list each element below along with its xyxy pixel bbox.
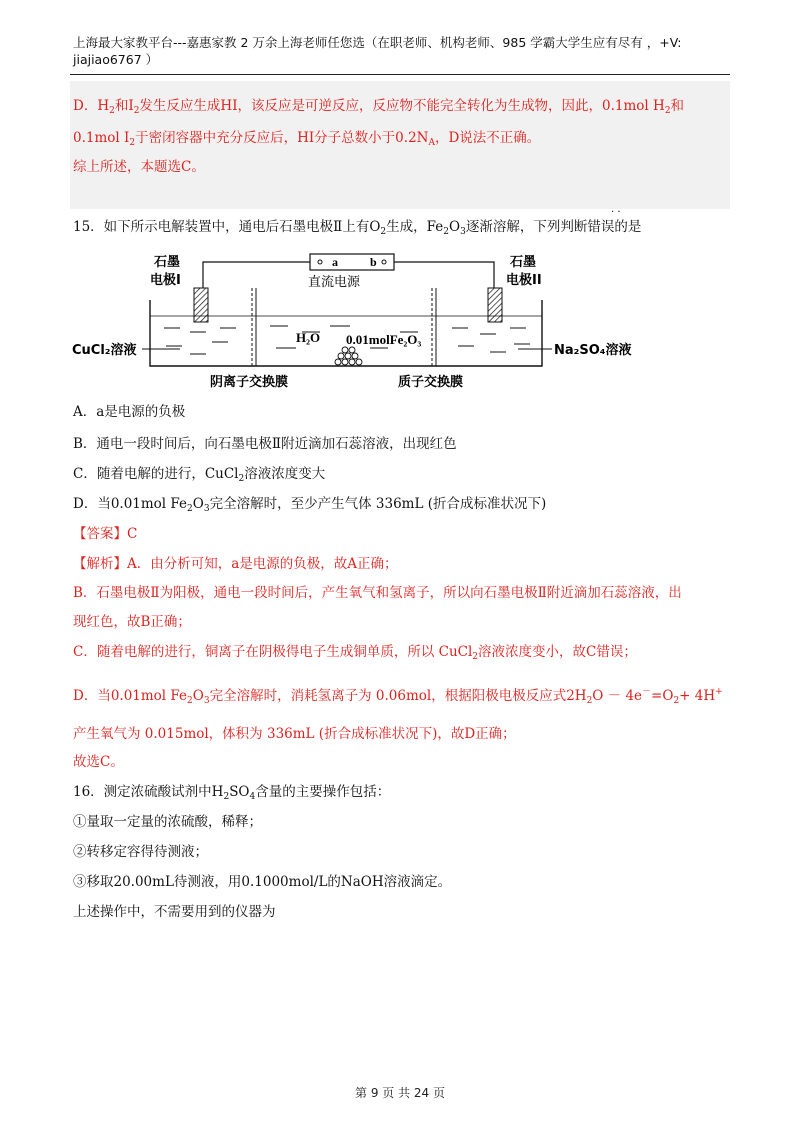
q14-summary: 综上所述，本题选C。 xyxy=(73,159,205,175)
terminal-b-icon xyxy=(382,260,386,264)
q15-analysis-b-line2: 现红色，故B正确； xyxy=(73,614,191,630)
left-electrode-label-2: 电极I xyxy=(150,273,181,288)
right-wire xyxy=(394,262,494,288)
right-electrode-label-2: 电极II xyxy=(506,273,542,288)
q15-analysis-d-line2: 产生氧气为 0.015mol，体积为 336mL (折合成标准状况下)，故D正确； xyxy=(73,726,516,742)
right-membrane xyxy=(432,288,436,366)
electrolysis-diagram xyxy=(70,248,650,396)
q15-stem: 15．如下所示电解装置中，通电后石墨电极Ⅱ上有$O_2$生成，$Fe_2O_3$逐渐溶解，下列判断错误的是 xyxy=(73,219,642,237)
q15-option-c: C．随着电解的进行，CuCl$_2$溶液浓度变大 xyxy=(73,466,326,484)
right-electrode xyxy=(488,288,502,322)
q15-option-b: B．通电一段时间后，向石墨电极Ⅱ附近滴加石蕊溶液，出现红色 xyxy=(73,436,457,452)
q16-step-3: ③移取20.00mL待测液，用0.1000mol/L的NaOH溶液滴定。 xyxy=(73,874,452,890)
q16-step-1: ①量取一定量的浓硫酸，稀释； xyxy=(73,814,262,830)
header-divider xyxy=(70,74,730,75)
page-number: 第 9 页 共 24 页 xyxy=(355,1086,445,1100)
power-label: 直流电源 xyxy=(308,275,361,290)
water-label: H₂O xyxy=(296,330,321,345)
q16-question: 上述操作中，不需要用到的仪器为 xyxy=(73,904,276,920)
q14-option-d-line1: D．$H_2$和$I_2$发生反应生成HI，该反应是可逆反应，反应物不能完全转化为生成物，因此，0.1mol $H_2$和 xyxy=(73,98,685,116)
left-electrode xyxy=(194,288,208,322)
right-electrode-label-1: 石墨 xyxy=(510,255,537,270)
q15-conclusion: 故选C。 xyxy=(73,754,124,770)
left-electrode-label-1: 石墨 xyxy=(154,255,181,270)
q15-option-a: A．a是电源的负极 xyxy=(73,404,186,420)
q16-stem: 16．测定浓硫酸试剂中$H_2SO_4$含量的主要操作包括： xyxy=(73,784,391,802)
q15-option-d: D．当0.01mol $Fe_2O_3$完全溶解时，至少产生气体 336mL (折合成标准状况下) xyxy=(73,496,547,514)
power-source-box xyxy=(310,254,394,270)
left-membrane xyxy=(252,288,256,366)
q15-analysis-d-line1: D．当0.01mol $Fe_2O_3$完全溶解时，消耗氢离子为 0.06mol，根据阳极电极反应式$2H_2O - 4e^-=O_2+ 4H^+$ xyxy=(73,687,723,706)
header-line-1: 上海最大家教平台---嘉惠家教 2 万余上海老师任您选（在职老师、机构老师、985 学霸大学生应有尽有 ，+V: xyxy=(73,35,682,50)
emphasis-dots: · · xyxy=(611,207,621,218)
q15-analysis-a: 【解析】A．由分析可知，a是电源的负极，故A正确； xyxy=(73,556,398,572)
power-terminal-a: a xyxy=(332,255,338,269)
left-wire xyxy=(203,262,310,288)
page-header xyxy=(73,34,727,68)
terminal-a-icon xyxy=(318,260,322,264)
left-solution-label: CuCl₂溶液 xyxy=(72,343,137,358)
q16-step-2: ②转移定容得待测液； xyxy=(73,844,208,860)
power-terminal-b: b xyxy=(370,255,377,269)
right-solution-label: Na₂SO₄溶液 xyxy=(554,343,632,358)
fe2o3-solid-icon xyxy=(335,347,362,365)
q15-analysis-c: C．随着电解的进行，铜离子在阴极得电子生成铜单质，所以 CuCl$_2$溶液浓度变小，故C错误； xyxy=(73,644,637,662)
q14-option-d-line2: 0.1mol $I_2$于密闭容器中充分反应后，HI分子总数小于$0.2N_A$，D说法不正确。 xyxy=(73,130,541,148)
q15-answer: 【答案】C xyxy=(73,526,138,542)
right-membrane-label: 质子交换膜 xyxy=(398,375,464,390)
q15-analysis-b-line1: B．石墨电极Ⅱ为阳极，通电一段时间后，产生氧气和氢离子，所以向石墨电极Ⅱ附近滴加石蕊溶液，出 xyxy=(73,585,682,601)
fe2o3-label: 0.01molFe₂O₃ xyxy=(346,332,422,347)
header-line-2: jiajiao6767 ） xyxy=(73,52,159,67)
left-membrane-label: 阴离子交换膜 xyxy=(210,375,289,390)
